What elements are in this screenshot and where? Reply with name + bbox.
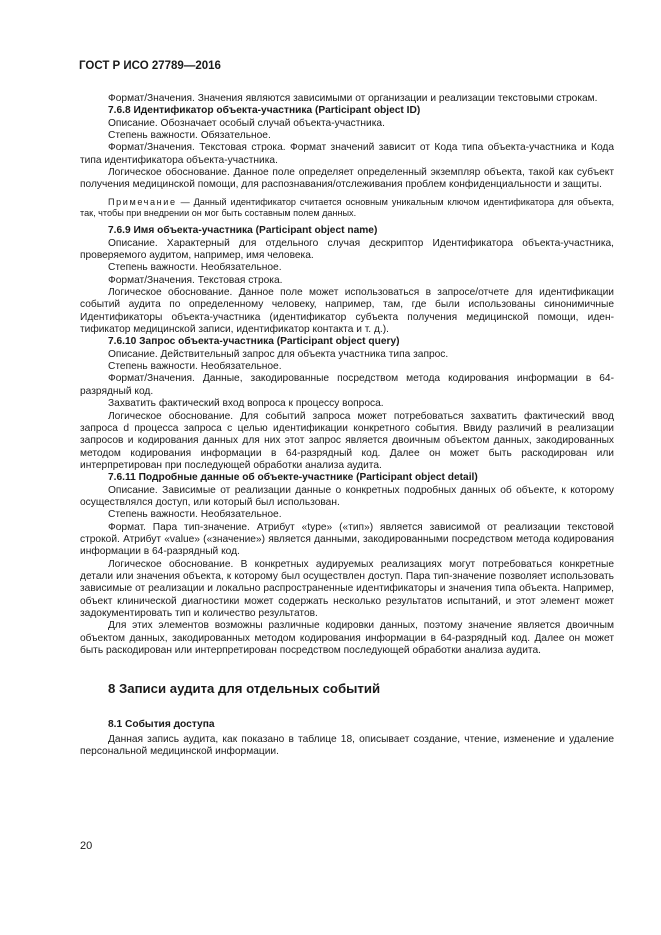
paragraph: Описание. Действительный запрос для объекта участника типа запрос. (108, 348, 449, 360)
section-heading-7-6-10: 7.6.10 Запрос объекта-участника (Participant object query) (108, 336, 400, 348)
section-heading-8: 8 Записи аудита для отдельных событий (108, 681, 381, 697)
paragraph: Описание. Характерный для отдельного случая дескриптор Идентификатора объекта-участника, проверяемого аудитом, например, имя человека. (80, 237, 614, 262)
paragraph: Логическое обоснование. Для событий запроса может потребоваться захватить фактический ввод запроса d процесса запроса с целью идентификации конкретного события. Ввиду различий в реализации запросов и кодирования данных для них этот запрос является двоичным объектом данных, закодированных методом кодирования информации в 64-разрядный код. Далее он может быть раскодирован или интерпретирован при последующей обработки анализа аудита. (80, 410, 614, 471)
paragraph: Описание. Зависимые от реализации данные о конкретных подробных данных об объекте, к которому осуществлялся доступ, или который был использован. (80, 484, 614, 508)
paragraph: Формат/Значения. Текстовая строка. Формат значений зависит от Кода типа объекта-участника и Кода типа идентификатора объекта-участника. (80, 142, 614, 166)
note-text: — Данный идентификатор считается основным уникальным ключом идентификатора для объекта, так, чтобы при внедрении он мог быть составным полем данных. (80, 196, 614, 219)
paragraph: Степень важности. Необязательное. (108, 361, 282, 373)
section-heading-7-6-8: 7.6.8 Идентификатор объекта-участника (Participant object ID) (108, 105, 421, 117)
paragraph: Логическое обоснование. Данное поле определяет определенный экземпляр объекта, такой как субъект получения медицинской помощи, для распознавания/отслеживания проблем конфиденциальности и защиты. (80, 167, 614, 191)
page-body (80, 93, 614, 759)
document-header: ГОСТ Р ИСО 27789—2016 (79, 60, 221, 72)
paragraph: Логическое обоснование. В конкретных аудируемых реализациях могут потребоваться конкретные детали или значения объекта, к которому был осуществлен доступ. Пара тип-значение позволяет использовать зависимые от реализации и локально распространенные идентификаторы и значения типа объекта. Например, объект клинической диагностики может содержать несколько результатов испытаний, и этот элемент может задокументировать тип и количество результатов. (80, 558, 614, 619)
page-number: 20 (80, 840, 93, 852)
paragraph: Формат/Значения. Текстовая строка. (108, 274, 283, 286)
section-heading-8-1: 8.1 События доступа (108, 718, 215, 730)
paragraph: Данная запись аудита, как показано в таблице 18, описывает создание, чтение, изменение и удаление персональной медицинской информации. (80, 734, 614, 758)
paragraph: Логическое обоснование. Данное поле может использоваться в запросе/отчете для идентификации событий аудита по определенному человеку, например, там, где были использованы синонимичные Идентификаторы объекта-участника (идентификатор субъекта получения медицинской помощи, идентификатор медицинской записи, идентификатор контакта и т. д.). (80, 287, 614, 336)
paragraph: Захватить фактический вход вопроса к процессу вопроса. (108, 398, 384, 410)
section-heading-7-6-9: 7.6.9 Имя объекта-участника (Participant object name) (108, 225, 378, 237)
note (80, 197, 614, 220)
paragraph: Описание. Обозначает особый случай объекта-участника. (108, 117, 385, 129)
paragraph: Формат/Значения. Данные, закодированные посредством метода кодирования информации в 64-разрядный код. (80, 373, 614, 397)
paragraph: Формат. Пара тип-значение. Атрибут «type» («тип») является зависимой от реализации текстовой строкой. Атрибут «value» («значение») является данными, закодированными посредством метода кодирования информации в 64-разрядный код. (80, 521, 614, 558)
paragraph: Степень важности. Необязательное. (108, 509, 282, 521)
paragraph: Формат/Значения. Значения являются зависимыми от организации и реализации текстовыми строкам. (108, 93, 598, 104)
section-heading-7-6-11: 7.6.11 Подробные данные об объекте-участнике (Participant object detail) (108, 472, 478, 484)
note-label: Примечание (108, 196, 177, 207)
paragraph: Степень важности. Обязательное. (108, 130, 271, 142)
paragraph: Для этих элементов возможны различные кодировки данных, поэтому значение является двоичным объектом данных, закодированных методом кодирования информации в 64-разрядный код. Далее он может быть раскодирован или интерпретирован посредством последующей обработки анализа аудита. (80, 620, 614, 657)
paragraph: Степень важности. Необязательное. (108, 262, 282, 274)
